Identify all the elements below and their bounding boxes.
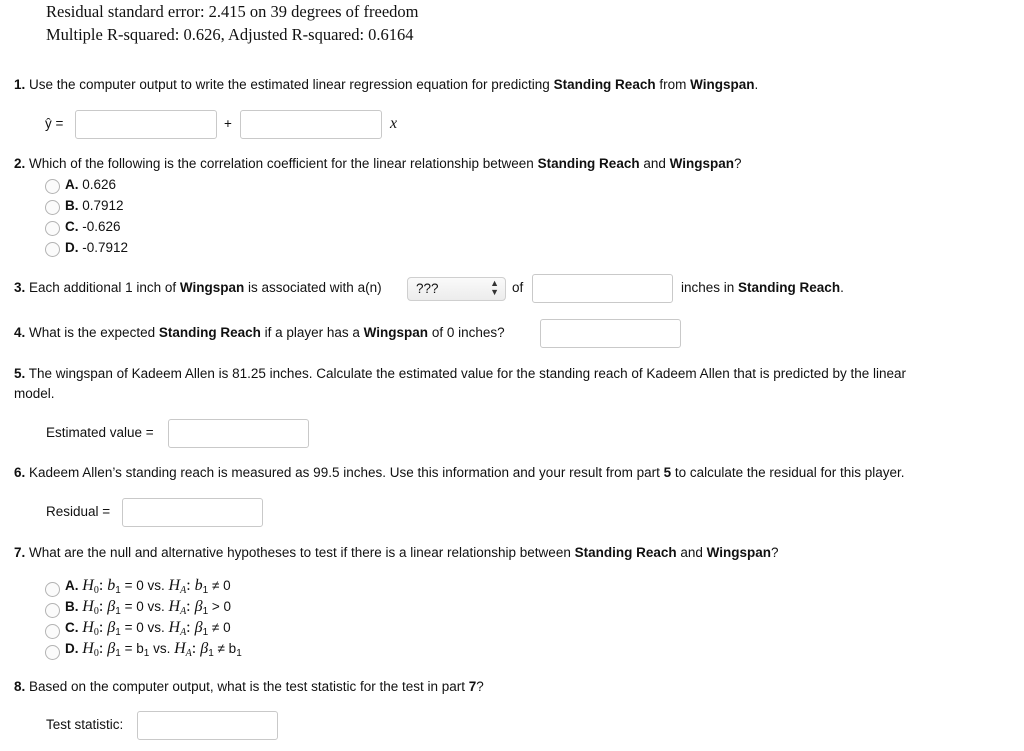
q2-option-c[interactable]: C. -0.626 [65, 219, 121, 234]
slope-input[interactable] [240, 110, 382, 139]
select-value: ??? [416, 281, 439, 296]
q7-radio-c[interactable] [45, 624, 60, 639]
intercept-input[interactable] [75, 110, 217, 139]
q2-option-d[interactable]: D. -0.7912 [65, 240, 129, 255]
q7-radio-d[interactable] [45, 645, 60, 660]
y-hat-label: ŷ = [45, 116, 64, 131]
question-3: 3. Each additional 1 inch of Wingspan is associated with a(n) [14, 280, 382, 295]
of-label: of [512, 280, 524, 295]
q7-radio-a[interactable] [45, 582, 60, 597]
output-line-1: Residual standard error: 2.415 on 39 degrees of freedom [46, 2, 419, 21]
q7-option-a[interactable]: A. $H_0$: $b_1 = 0$ vs. $H_A$: $b_1 \ne 0$ [65, 577, 231, 596]
output-line-2: Multiple R-squared: 0.626, Adjusted R-squared: 0.6164 [46, 25, 414, 44]
question-5-line-1: 5. The wingspan of Kadeem Allen is 81.25 inches. Calculate the estimated value for the standing reach of Kadeem Allen that is predicted by the linear [14, 366, 907, 381]
question-6: 6. Kadeem Allen’s standing reach is measured as 99.5 inches. Use this information and your result from part 5 to calculate the residual for this player. [14, 465, 905, 480]
q2-radio-b[interactable] [45, 200, 60, 215]
q7-option-b[interactable]: B. $H_0$: $\beta_1 = 0$ vs. $H_A$: $\beta_1 > 0$ [65, 598, 232, 617]
estimated-value-label: Estimated value = [46, 425, 154, 440]
residual-input[interactable] [122, 498, 263, 527]
question-number: 1. [14, 77, 26, 92]
q2-radio-c[interactable] [45, 221, 60, 236]
q7-option-d[interactable]: D. $H_0$: $\beta_1 = b_1$ vs. $H_A$: $\beta_1 \ne b_1$ [65, 640, 242, 659]
question-8: 8. Based on the computer output, what is the test statistic for the test in part 7? [14, 679, 484, 694]
select-arrows-icon: ▲ ▼ [490, 278, 499, 297]
slope-change-input[interactable] [532, 274, 673, 303]
intercept-answer-input[interactable] [540, 319, 681, 348]
question-4: 4. What is the expected Standing Reach if a player has a Wingspan of 0 inches? [14, 325, 505, 340]
q7-option-c[interactable]: C. $H_0$: $\beta_1 = 0$ vs. $H_A$: $\beta_1 \ne 0$ [65, 619, 231, 638]
residual-label: Residual = [46, 504, 111, 519]
x-variable: x [390, 115, 398, 132]
plus-sign: + [224, 116, 232, 131]
question-1: 1. Use the computer output to write the estimated linear regression equation for predicting Standing Reach from Wingspan. [14, 77, 759, 92]
q2-option-b[interactable]: B. 0.7912 [65, 198, 124, 213]
q7-radio-b[interactable] [45, 603, 60, 618]
estimated-value-input[interactable] [168, 419, 309, 448]
change-direction-select[interactable] [407, 277, 506, 301]
test-statistic-label: Test statistic: [46, 717, 124, 732]
q3-suffix: inches in Standing Reach. [681, 280, 844, 295]
question-7: 7. What are the null and alternative hypotheses to test if there is a linear relationship between Standing Reach and Wingspan? [14, 545, 779, 560]
question-5-line-2: model. [14, 386, 55, 401]
test-statistic-input[interactable] [137, 711, 278, 740]
question-2: 2. Which of the following is the correlation coefficient for the linear relationship between Standing Reach and Wingspan? [14, 156, 742, 171]
q2-radio-a[interactable] [45, 179, 60, 194]
q2-option-a[interactable]: A. 0.626 [65, 177, 117, 192]
q2-radio-d[interactable] [45, 242, 60, 257]
